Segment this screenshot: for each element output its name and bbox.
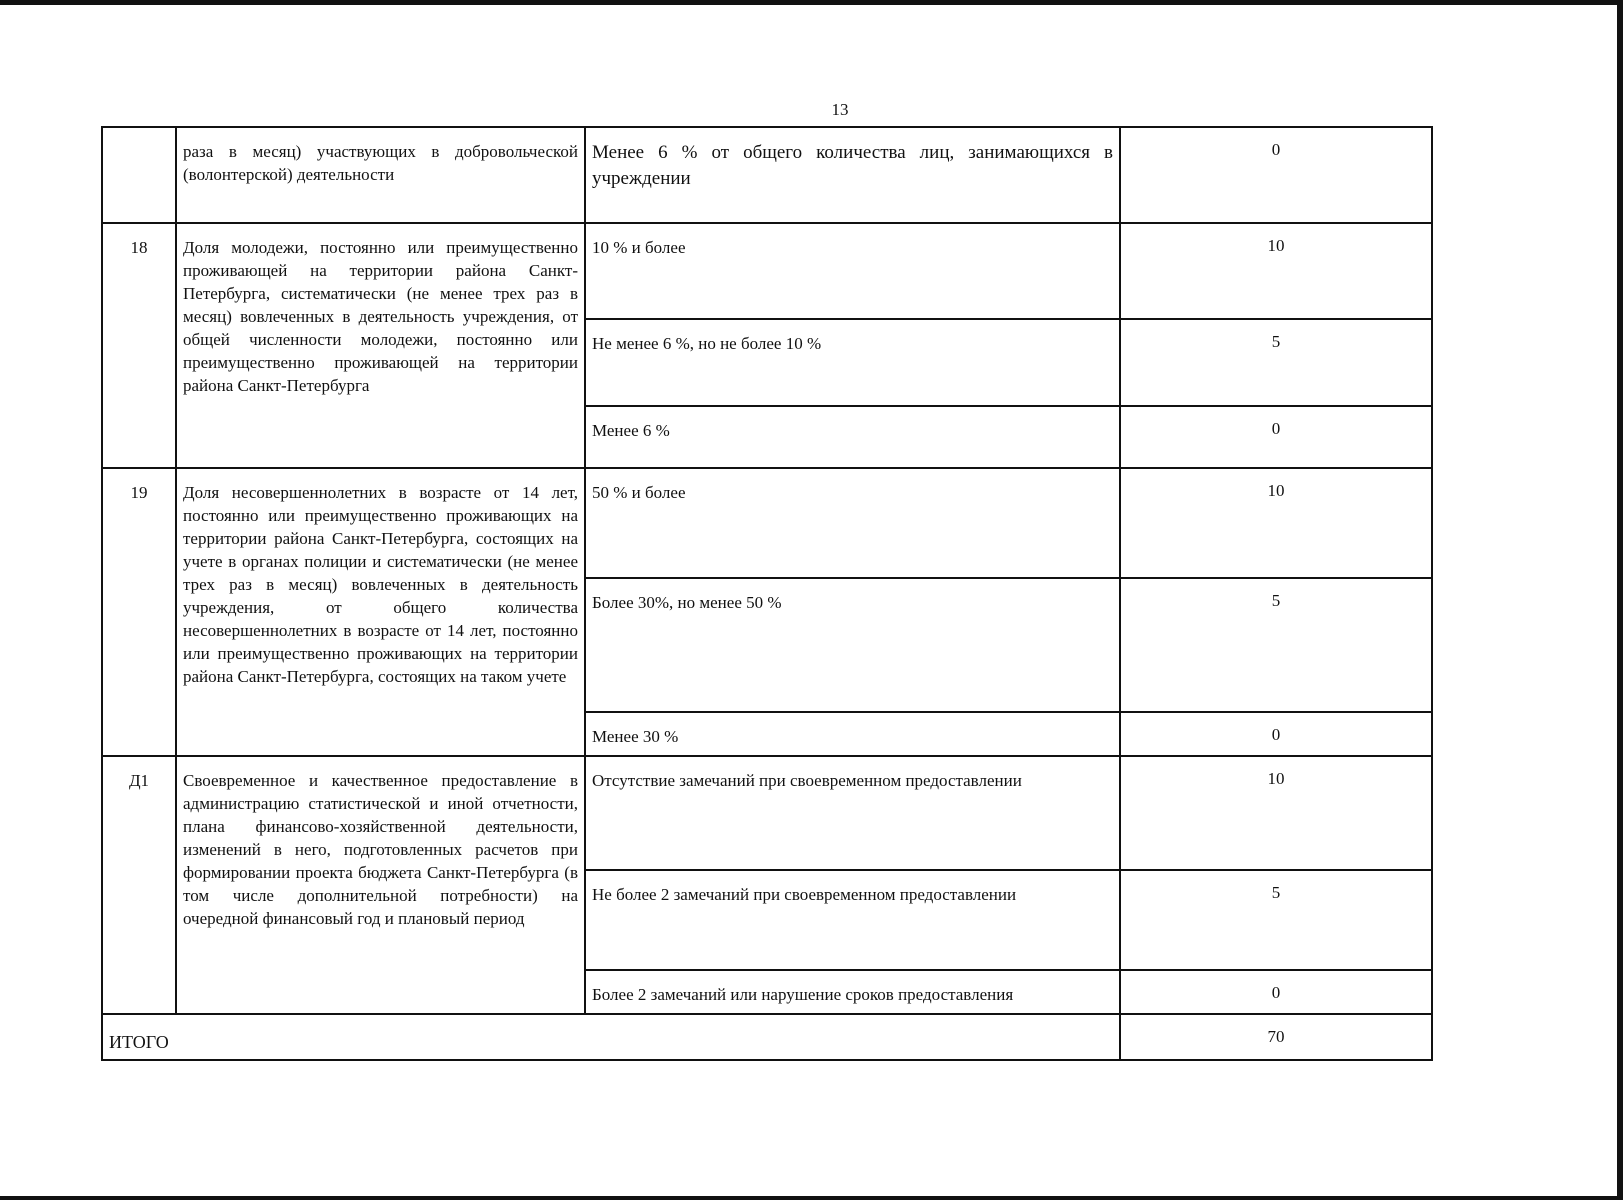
criterion-number: Д1 xyxy=(102,756,176,1014)
total-label: ИТОГО xyxy=(102,1014,1120,1060)
criterion-condition: Менее 6 % от общего количества лиц, занимающихся в учреждении xyxy=(585,127,1120,223)
criterion-condition: Более 2 замечаний или нарушение сроков предоставления xyxy=(585,970,1120,1014)
criterion-points: 0 xyxy=(1120,970,1432,1014)
criterion-condition: 50 % и более xyxy=(585,468,1120,578)
table-row xyxy=(102,223,1432,319)
criterion-number: 18 xyxy=(102,223,176,468)
criterion-points: 5 xyxy=(1120,870,1432,970)
criterion-description: Своевременное и качественное предоставление в администрацию статистической и иной отчетности, плана финансово-хозяйственной деятельности, изменений в него, подготовленных расчетов при формировании проекта бюджета Санкт-Петербурга (в том числе дополнительной потребности) на очередной финансовый год и плановый период xyxy=(176,756,585,1014)
criterion-description: раза в месяц) участвующих в добровольческой (волонтерской) деятельности xyxy=(176,127,585,223)
criterion-condition: Не более 2 замечаний при своевременном предоставлении xyxy=(585,870,1120,970)
criterion-condition: Отсутствие замечаний при своевременном предоставлении xyxy=(585,756,1120,870)
criterion-condition: Не менее 6 %, но не более 10 % xyxy=(585,319,1120,406)
criterion-points: 10 xyxy=(1120,223,1432,319)
table-row xyxy=(102,468,1432,578)
criterion-points: 0 xyxy=(1120,712,1432,756)
criterion-points: 5 xyxy=(1120,578,1432,712)
criterion-description: Доля молодежи, постоянно или преимущественно проживающей на территории района Санкт-Петербурга, систематически (не менее трех раз в месяц) вовлеченных в деятельность учреждения, от общей численности молодежи, постоянно или преимущественно проживающей на территории района Санкт-Петербурга xyxy=(176,223,585,468)
criterion-points: 0 xyxy=(1120,406,1432,468)
criterion-description: Доля несовершеннолетних в возрасте от 14 лет, постоянно или преимущественно проживающих на территории района Санкт-Петербурга, состоящих на учете в органах полиции и систематически (не менее трех раз в месяц) вовлеченных в деятельность учреждения, от общего количества несовершеннолетних в возрасте от 14 лет, постоянно или преимущественно проживающих на территории района Санкт-Петербурга, состоящих на таком учете xyxy=(176,468,585,756)
total-points: 70 xyxy=(1120,1014,1432,1060)
criterion-points: 10 xyxy=(1120,468,1432,578)
scan-border-bottom xyxy=(0,1196,1623,1200)
criterion-condition: 10 % и более xyxy=(585,223,1120,319)
criterion-condition: Менее 30 % xyxy=(585,712,1120,756)
criterion-points: 0 xyxy=(1120,127,1432,223)
criterion-number xyxy=(102,127,176,223)
criterion-condition: Менее 6 % xyxy=(585,406,1120,468)
criterion-condition: Более 30%, но менее 50 % xyxy=(585,578,1120,712)
scan-border-top xyxy=(0,0,1623,5)
criterion-points: 5 xyxy=(1120,319,1432,406)
table-row xyxy=(102,127,1432,223)
criteria-table xyxy=(101,126,1433,1061)
table-row xyxy=(102,756,1432,870)
total-row xyxy=(102,1014,1432,1060)
scan-border-right xyxy=(1617,0,1623,1200)
criterion-number: 19 xyxy=(102,468,176,756)
criterion-points: 10 xyxy=(1120,756,1432,870)
page-number: 13 xyxy=(831,100,849,119)
